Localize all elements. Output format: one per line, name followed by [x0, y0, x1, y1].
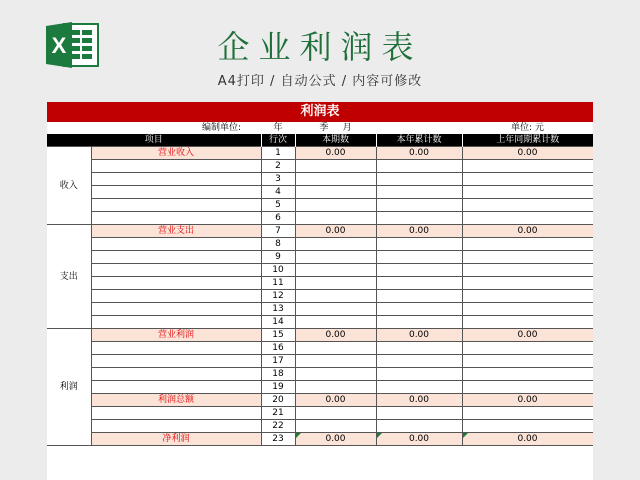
table-row: [47, 368, 593, 381]
prior-ytd-value-cell[interactable]: [462, 407, 593, 420]
table-row: [47, 212, 593, 225]
col-header-current: 本期数: [295, 134, 376, 147]
category-cell[interactable]: 收入: [47, 147, 91, 225]
current-value-cell[interactable]: [295, 381, 376, 394]
item-name-cell[interactable]: [91, 290, 261, 303]
ytd-value-cell[interactable]: [376, 238, 462, 251]
prior-ytd-value-cell[interactable]: 0.00: [462, 147, 593, 160]
ytd-value-cell[interactable]: [376, 407, 462, 420]
current-value-cell[interactable]: [295, 277, 376, 290]
prior-ytd-value-cell[interactable]: [462, 277, 593, 290]
line-number-cell[interactable]: 6: [261, 212, 295, 225]
item-name-cell[interactable]: 利润总额: [91, 394, 261, 407]
table-row: [47, 173, 593, 186]
prior-ytd-value-cell[interactable]: [462, 420, 593, 433]
prior-ytd-value-cell[interactable]: 0.00: [462, 394, 593, 407]
table-row: [47, 316, 593, 329]
ytd-value-cell[interactable]: [376, 212, 462, 225]
item-name-cell[interactable]: [91, 251, 261, 264]
season-month-label: 季 月: [319, 123, 352, 133]
svg-text:X: X: [51, 33, 67, 58]
line-number-cell[interactable]: 8: [261, 238, 295, 251]
unit-label: 单位: 元: [511, 123, 544, 133]
current-value-cell[interactable]: [295, 290, 376, 303]
current-value-cell[interactable]: [295, 316, 376, 329]
info-row: [47, 122, 593, 134]
ytd-value-cell[interactable]: [376, 290, 462, 303]
sheet-title: 利润表: [47, 102, 593, 122]
current-value-cell[interactable]: [295, 173, 376, 186]
ytd-value-cell[interactable]: 0.00: [376, 394, 462, 407]
current-value-cell[interactable]: 0.00: [295, 329, 376, 342]
table-row: [47, 238, 593, 251]
current-value-cell[interactable]: 0.00: [295, 225, 376, 238]
line-number-cell[interactable]: 22: [261, 420, 295, 433]
item-name-cell[interactable]: [91, 186, 261, 199]
table-row: [47, 329, 593, 342]
prior-ytd-value-cell[interactable]: [462, 303, 593, 316]
item-name-cell[interactable]: 营业收入: [91, 147, 261, 160]
table-row: [47, 420, 593, 433]
current-value-cell[interactable]: [295, 264, 376, 277]
col-header-ytd: 本年累计数: [376, 134, 462, 147]
ytd-value-cell[interactable]: [376, 368, 462, 381]
current-value-cell[interactable]: [295, 212, 376, 225]
line-number-cell[interactable]: 17: [261, 355, 295, 368]
line-number-cell[interactable]: 19: [261, 381, 295, 394]
item-name-cell[interactable]: [91, 368, 261, 381]
item-name-cell[interactable]: 营业利润: [91, 329, 261, 342]
compiler-label: 编制单位:: [201, 123, 241, 133]
item-name-cell[interactable]: [91, 342, 261, 355]
ytd-value-cell[interactable]: [376, 355, 462, 368]
col-header-item: 项目: [47, 134, 261, 147]
prior-ytd-value-cell[interactable]: [462, 316, 593, 329]
ytd-value-cell[interactable]: [376, 420, 462, 433]
table-row: [47, 303, 593, 316]
spreadsheet: [47, 102, 593, 480]
ytd-value-cell[interactable]: [376, 264, 462, 277]
ytd-value-cell[interactable]: 0.00: [376, 147, 462, 160]
item-name-cell[interactable]: [91, 316, 261, 329]
item-name-cell[interactable]: [91, 212, 261, 225]
prior-ytd-value-cell[interactable]: [462, 173, 593, 186]
prior-ytd-value-cell[interactable]: [462, 290, 593, 303]
table-row: [47, 407, 593, 420]
ytd-value-cell[interactable]: 0.00: [376, 433, 462, 446]
line-number-cell[interactable]: 23: [261, 433, 295, 446]
prior-ytd-value-cell[interactable]: [462, 264, 593, 277]
prior-ytd-value-cell[interactable]: 0.00: [462, 433, 593, 446]
item-name-cell[interactable]: [91, 355, 261, 368]
table-row: [47, 199, 593, 212]
line-number-cell[interactable]: 20: [261, 394, 295, 407]
line-number-cell[interactable]: 12: [261, 290, 295, 303]
current-value-cell[interactable]: [295, 251, 376, 264]
table-row: [47, 381, 593, 394]
prior-ytd-value-cell[interactable]: [462, 212, 593, 225]
item-name-cell[interactable]: [91, 238, 261, 251]
current-value-cell[interactable]: [295, 420, 376, 433]
item-name-cell[interactable]: [91, 264, 261, 277]
current-value-cell[interactable]: 0.00: [295, 433, 376, 446]
ytd-value-cell[interactable]: [376, 199, 462, 212]
current-value-cell[interactable]: [295, 238, 376, 251]
line-number-cell[interactable]: 4: [261, 186, 295, 199]
line-number-cell[interactable]: 14: [261, 316, 295, 329]
prior-ytd-value-cell[interactable]: [462, 238, 593, 251]
profit-table: [47, 122, 593, 446]
ytd-value-cell[interactable]: [376, 342, 462, 355]
table-header: [47, 134, 593, 147]
table-row: [47, 225, 593, 238]
item-name-cell[interactable]: 营业支出: [91, 225, 261, 238]
table-row: [47, 355, 593, 368]
page-subtitle: A4打印 / 自动公式 / 内容可修改: [217, 74, 423, 89]
ytd-value-cell[interactable]: [376, 381, 462, 394]
item-name-cell[interactable]: [91, 277, 261, 290]
prior-ytd-value-cell[interactable]: [462, 199, 593, 212]
item-name-cell[interactable]: 净利润: [91, 433, 261, 446]
line-number-cell[interactable]: 13: [261, 303, 295, 316]
table-row: [47, 342, 593, 355]
item-name-cell[interactable]: [91, 199, 261, 212]
current-value-cell[interactable]: [295, 160, 376, 173]
line-number-cell[interactable]: 18: [261, 368, 295, 381]
ytd-value-cell[interactable]: [376, 160, 462, 173]
category-cell[interactable]: 支出: [47, 225, 91, 329]
current-value-cell[interactable]: [295, 186, 376, 199]
item-name-cell[interactable]: [91, 420, 261, 433]
prior-ytd-value-cell[interactable]: [462, 355, 593, 368]
table-row: [47, 186, 593, 199]
item-name-cell[interactable]: [91, 303, 261, 316]
col-header-prior-ytd: 上年同期累计数: [462, 134, 593, 147]
line-number-cell[interactable]: 7: [261, 225, 295, 238]
current-value-cell[interactable]: [295, 368, 376, 381]
table-row: [47, 160, 593, 173]
prior-ytd-value-cell[interactable]: [462, 342, 593, 355]
line-number-cell[interactable]: 10: [261, 264, 295, 277]
table-row: [47, 251, 593, 264]
current-value-cell[interactable]: [295, 342, 376, 355]
category-cell[interactable]: 利润: [47, 329, 91, 446]
ytd-value-cell[interactable]: [376, 173, 462, 186]
line-number-cell[interactable]: 21: [261, 407, 295, 420]
ytd-value-cell[interactable]: 0.00: [376, 225, 462, 238]
line-number-cell[interactable]: 11: [261, 277, 295, 290]
table-row: [47, 277, 593, 290]
table-row: [47, 433, 593, 446]
line-number-cell[interactable]: 2: [261, 160, 295, 173]
line-number-cell[interactable]: 16: [261, 342, 295, 355]
item-name-cell[interactable]: [91, 173, 261, 186]
current-value-cell[interactable]: 0.00: [295, 394, 376, 407]
ytd-value-cell[interactable]: [376, 277, 462, 290]
prior-ytd-value-cell[interactable]: [462, 381, 593, 394]
item-name-cell[interactable]: [91, 407, 261, 420]
item-name-cell[interactable]: [91, 160, 261, 173]
line-number-cell[interactable]: 9: [261, 251, 295, 264]
ytd-value-cell[interactable]: 0.00: [376, 329, 462, 342]
ytd-value-cell[interactable]: [376, 186, 462, 199]
page-title: 企业利润表: [217, 28, 423, 66]
ytd-value-cell[interactable]: [376, 303, 462, 316]
table-row: [47, 147, 593, 160]
line-number-cell[interactable]: 1: [261, 147, 295, 160]
current-value-cell[interactable]: [295, 199, 376, 212]
prior-ytd-value-cell[interactable]: [462, 160, 593, 173]
line-number-cell[interactable]: 5: [261, 199, 295, 212]
prior-ytd-value-cell[interactable]: 0.00: [462, 329, 593, 342]
current-value-cell[interactable]: [295, 303, 376, 316]
prior-ytd-value-cell[interactable]: [462, 251, 593, 264]
current-value-cell[interactable]: [295, 407, 376, 420]
prior-ytd-value-cell[interactable]: [462, 186, 593, 199]
table-row: [47, 290, 593, 303]
table-row: [47, 264, 593, 277]
line-number-cell[interactable]: 3: [261, 173, 295, 186]
line-number-cell[interactable]: 15: [261, 329, 295, 342]
table-row: [47, 394, 593, 407]
current-value-cell[interactable]: 0.00: [295, 147, 376, 160]
current-value-cell[interactable]: [295, 355, 376, 368]
prior-ytd-value-cell[interactable]: [462, 368, 593, 381]
ytd-value-cell[interactable]: [376, 316, 462, 329]
prior-ytd-value-cell[interactable]: 0.00: [462, 225, 593, 238]
year-label: 年: [273, 123, 283, 133]
col-header-line: 行次: [261, 134, 295, 147]
item-name-cell[interactable]: [91, 381, 261, 394]
ytd-value-cell[interactable]: [376, 251, 462, 264]
